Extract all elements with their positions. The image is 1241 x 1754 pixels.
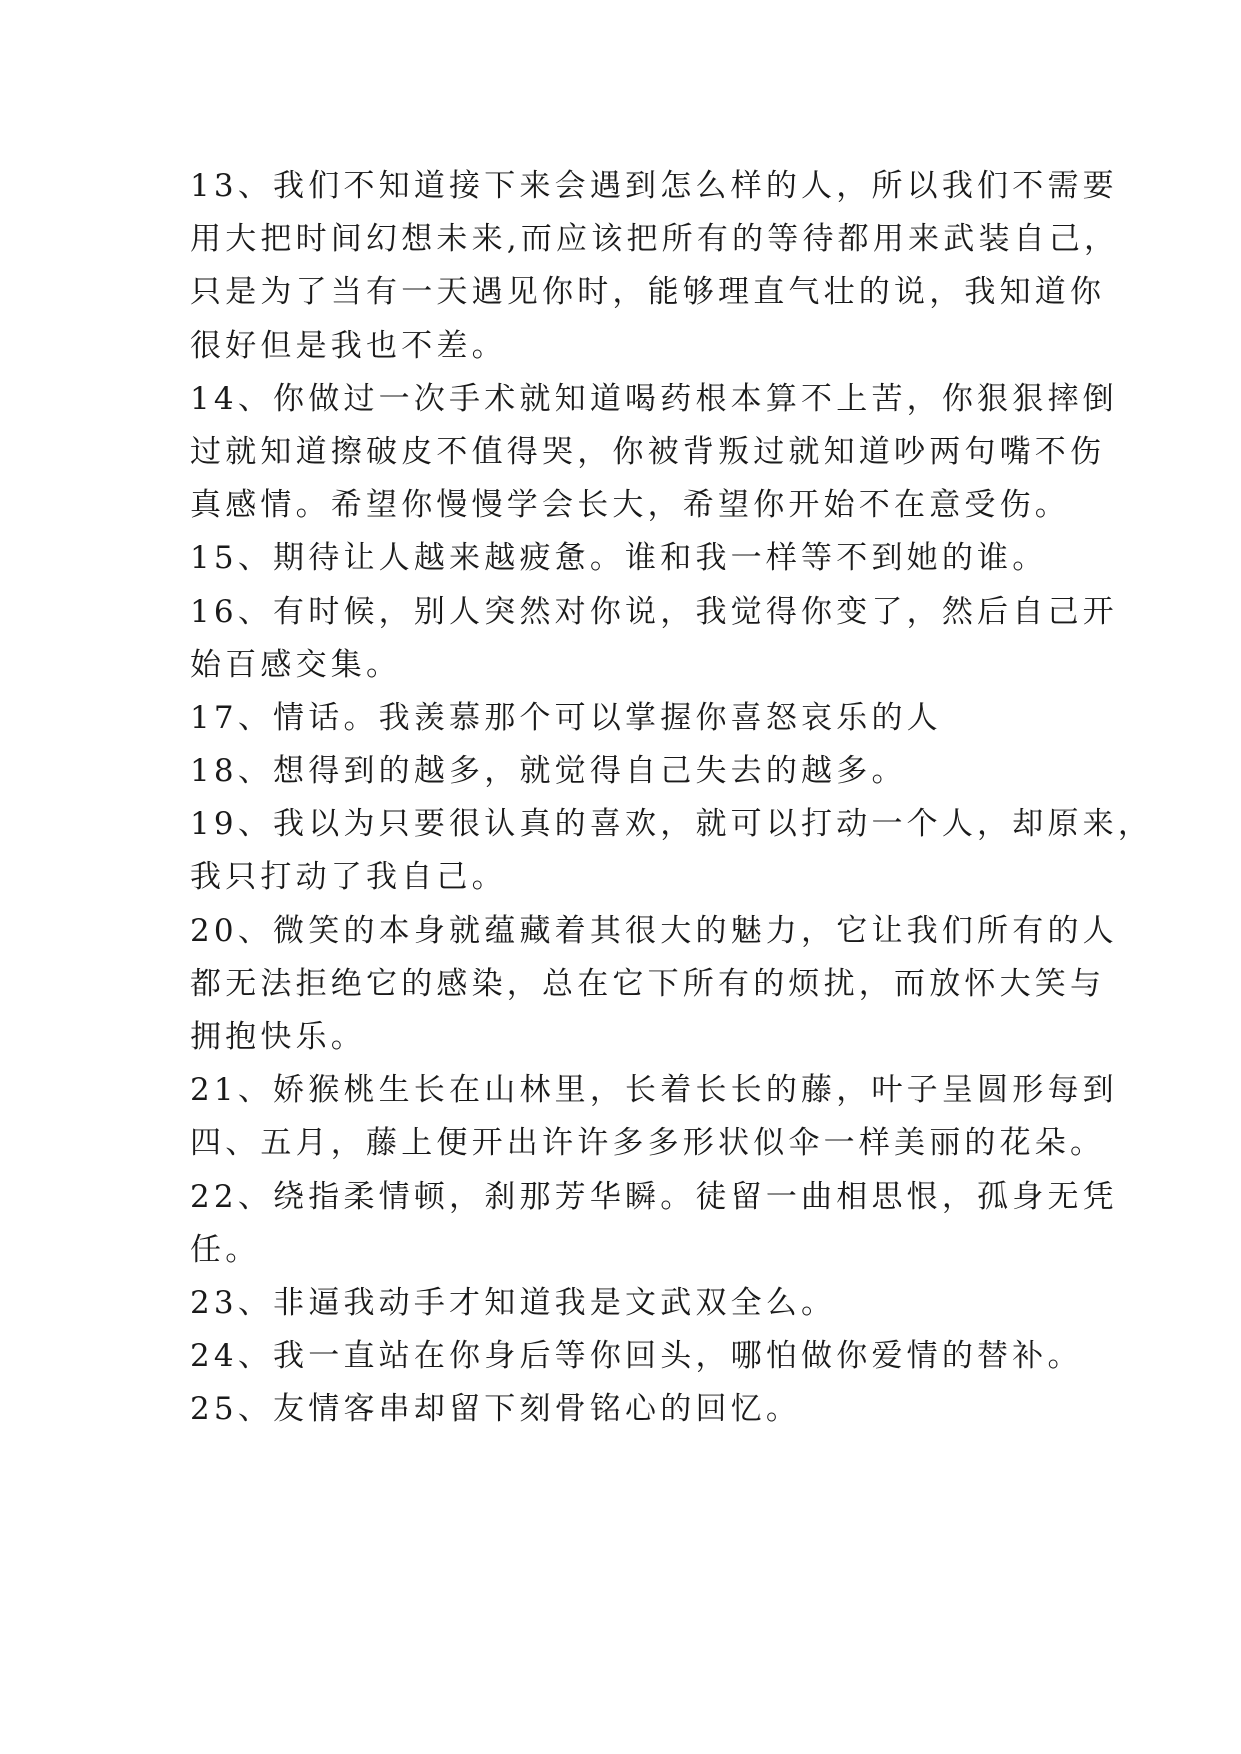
text-line: 很好但是我也不差。 (190, 327, 507, 364)
text-line: 始百感交集。 (190, 646, 402, 683)
text-line: 16、有时候，别人突然对你说，我觉得你变了，然后自己开 (190, 593, 1118, 630)
text-line: 21、娇猴桃生长在山林里，长着长长的藤，叶子呈圆形每到 (190, 1072, 1118, 1109)
text-line: 18、想得到的越多，就觉得自己失去的越多。 (190, 753, 907, 790)
text-line: 用大把时间幻想未来,而应该把所有的等待都用来武装自己， (190, 221, 1120, 258)
text-line: 22、绕指柔情顿，刹那芳华瞬。徒留一曲相思恨，孤身无凭 (190, 1178, 1118, 1215)
text-line: 15、期待让人越来越疲惫。谁和我一样等不到她的谁。 (190, 540, 1048, 577)
text-line: 我只打动了我自己。 (190, 859, 507, 896)
text-line: 拥抱快乐。 (190, 1019, 366, 1055)
text-line: 任。 (190, 1231, 261, 1268)
text-line: 23、非逼我动手才知道我是文武双全么。 (190, 1284, 837, 1321)
text-line: 都无法拒绝它的感染，总在它下所有的烦扰，而放怀大笑与 (190, 965, 1106, 1002)
text-line: 过就知道擦破皮不值得哭，你被背叛过就知道吵两句嘴不伤 (190, 433, 1106, 470)
text-line: 25、友情客串却留下刻骨铭心的回忆。 (190, 1391, 802, 1428)
text-line: 14、你做过一次手术就知道喝药根本算不上苦，你狠狠摔倒 (190, 380, 1118, 417)
text-line: 真感情。希望你慢慢学会长大，希望你开始不在意受伤。 (190, 487, 1070, 524)
text-line: 20、微笑的本身就蕴藏着其很大的魅力，它让我们所有的人 (190, 912, 1118, 949)
text-line: 19、我以为只要很认真的喜欢，就可以打动一个人，却原来， (190, 806, 1154, 843)
text-line: 17、情话。我羡慕那个可以掌握你喜怒哀乐的人 (190, 699, 942, 736)
text-line: 13、我们不知道接下来会遇到怎么样的人，所以我们不需要 (190, 168, 1118, 204)
text-line: 24、我一直站在你身后等你回头，哪怕做你爱情的替补。 (190, 1338, 1083, 1375)
text-line: 四、五月，藤上便开出许许多多形状似伞一样美丽的花朵。 (190, 1125, 1106, 1162)
text-line: 只是为了当有一天遇见你时，能够理直气壮的说，我知道你 (190, 274, 1106, 311)
document-body (190, 160, 1154, 1437)
